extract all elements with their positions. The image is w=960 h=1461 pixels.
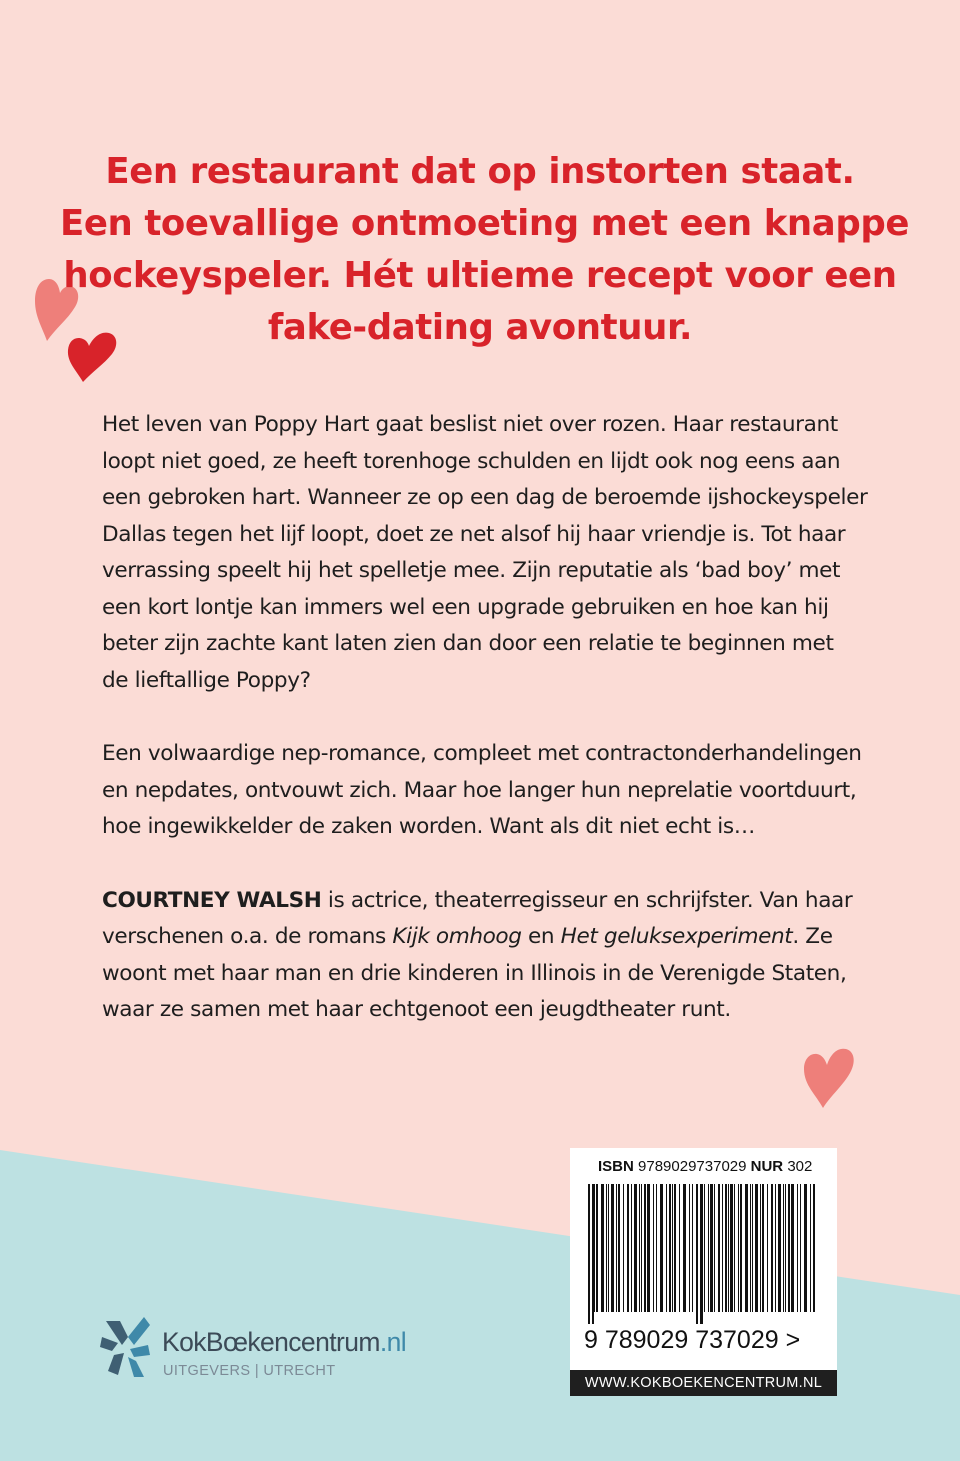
barcode-bar xyxy=(611,1184,614,1312)
tagline-line: Een toevallige ontmoeting met een knappe xyxy=(60,203,910,244)
barcode-bar xyxy=(672,1184,673,1312)
synopsis-paragraph xyxy=(102,736,862,846)
barcode-bar xyxy=(669,1184,671,1312)
barcode-bar xyxy=(653,1184,654,1312)
text-line: waar ze samen met haar echtgenoot een jeugdtheater runt. xyxy=(102,997,731,1022)
text-line: loopt niet goed, ze heeft torenhoge schulden en lijdt ook nog eens aan xyxy=(102,448,841,474)
barcode-bar xyxy=(708,1184,709,1312)
text-fragment: is actrice, theaterregisseur en schrijfster. Van haar xyxy=(321,887,853,913)
book-title: Het geluksexperiment xyxy=(560,924,793,949)
barcode-bar xyxy=(778,1184,781,1312)
barcode-bar xyxy=(783,1184,784,1312)
book-title: Kijk omhoog xyxy=(392,924,522,949)
barcode-bar xyxy=(722,1184,723,1312)
barcode-digits: 9 789029 737029 > xyxy=(584,1326,801,1354)
barcode-bar xyxy=(734,1184,735,1312)
blurb xyxy=(102,407,868,1066)
barcode-panel xyxy=(570,1148,837,1396)
barcode-bar xyxy=(762,1184,764,1312)
text-line: hoe ingewikkelder de zaken worden. Want als dit niet echt is… xyxy=(102,814,755,839)
barcode-bar xyxy=(588,1184,590,1324)
barcode-bar xyxy=(644,1184,646,1312)
barcode-bar xyxy=(639,1184,640,1312)
barcode-bar xyxy=(689,1184,690,1312)
text-line: verrassing speelt hij het spelletje mee. Zijn reputatie als ‘bad boy’ met xyxy=(102,558,841,583)
text-line xyxy=(102,919,862,956)
text-fragment: verschenen o.a. de romans xyxy=(102,924,393,949)
barcode-bar xyxy=(813,1184,815,1312)
text-line: Het leven van Poppy Hart gaat beslist niet over rozen. Haar restaurant xyxy=(102,412,838,437)
barcode-bar xyxy=(656,1184,657,1312)
barcode-bar xyxy=(725,1184,727,1312)
barcode-bar xyxy=(718,1184,720,1312)
synopsis-paragraph xyxy=(102,407,868,699)
publisher-subtitle: UITGEVERS | UTRECHT xyxy=(163,1363,336,1379)
barcode-bar xyxy=(592,1184,594,1324)
text-line: beter zijn zachte kant laten zien dan door een relatie te beginnen met xyxy=(102,631,834,656)
barcode-bar xyxy=(594,1184,595,1312)
barcode-bar xyxy=(634,1184,637,1312)
barcode-bar xyxy=(606,1184,607,1312)
publisher-mark-icon xyxy=(100,1315,152,1379)
barcode-bar xyxy=(745,1184,748,1312)
tagline-line: fake-dating avontuur. xyxy=(267,307,693,348)
barcode-bar xyxy=(710,1184,713,1312)
isbn-line xyxy=(598,1158,812,1175)
barcode-bar xyxy=(696,1184,698,1324)
tagline-line: Een restaurant dat op instorten staat. xyxy=(105,151,855,192)
barcode-bar xyxy=(775,1184,776,1312)
publisher-name-text: KokBœkencentrum xyxy=(162,1327,380,1357)
barcode-bar xyxy=(641,1184,642,1312)
nur-number: 302 xyxy=(787,1158,813,1175)
barcode-bar xyxy=(728,1184,729,1312)
barcode-bar xyxy=(785,1184,786,1312)
author-name: COURTNEY WALSH xyxy=(102,887,322,913)
tagline-line: hockeyspeler. Hét ultieme recept voor een xyxy=(63,255,897,296)
isbn-label: ISBN xyxy=(598,1158,634,1175)
barcode-bar xyxy=(704,1184,705,1312)
barcode-bar xyxy=(791,1184,794,1312)
barcode-bar xyxy=(760,1184,761,1312)
barcode-bar xyxy=(596,1184,598,1312)
barcode-bar xyxy=(767,1184,768,1312)
barcode-bar xyxy=(738,1184,739,1312)
text-fragment: en xyxy=(521,924,561,949)
barcode-bar xyxy=(797,1184,798,1312)
text-line: een gebroken hart. Wanneer ze op een dag de beroemde ijshockeyspeler xyxy=(102,485,868,510)
barcode-bar xyxy=(674,1184,676,1312)
author-bio xyxy=(102,883,862,1029)
text-line xyxy=(102,883,862,920)
barcode-bar xyxy=(700,1184,703,1324)
barcode-bar xyxy=(810,1184,811,1312)
barcode-bar xyxy=(660,1184,663,1312)
barcode-bar xyxy=(616,1184,617,1312)
barcode-bar xyxy=(623,1184,624,1312)
text-line: de lieftallige Poppy? xyxy=(102,667,311,693)
barcode-bar xyxy=(683,1184,686,1312)
barcode-bar xyxy=(601,1184,604,1312)
barcode-bar xyxy=(631,1184,632,1312)
nur-label: NUR xyxy=(750,1158,784,1175)
barcode-bar xyxy=(627,1184,629,1312)
barcode-bar xyxy=(618,1184,620,1312)
barcode-bar xyxy=(800,1184,801,1312)
barcode-bar xyxy=(750,1184,751,1312)
barcode-bar xyxy=(692,1184,693,1312)
text-fragment: . Ze xyxy=(792,924,833,949)
website-url: WWW.KOKBOEKENCENTRUM.NL xyxy=(570,1370,837,1396)
text-line: Een volwaardige nep-romance, compleet met contractonderhandelingen xyxy=(102,741,862,766)
text-line: Dallas tegen het lijf loopt, doet ze net alsof hij haar vriendje is. Tot haar xyxy=(102,521,846,547)
barcode-bar xyxy=(804,1184,807,1312)
text-line: en nepdates, ontvouwt zich. Maar hoe langer hun neprelatie voortduurt, xyxy=(102,777,857,803)
tagline xyxy=(60,146,910,354)
barcode-bar xyxy=(755,1184,758,1312)
text-line: een kort lontje kan immers wel een upgrade gebruiken en hoe kan hij xyxy=(102,594,829,620)
barcode-bar xyxy=(771,1184,773,1312)
publisher-tld: .nl xyxy=(379,1327,407,1357)
isbn-number: 9789029737029 xyxy=(638,1158,747,1175)
barcode-bar xyxy=(647,1184,650,1312)
publisher-logo xyxy=(100,1315,500,1395)
text-line: woont met haar man en drie kinderen in Illinois in de Verenigde Staten, xyxy=(102,960,847,986)
barcode-bar xyxy=(730,1184,733,1312)
barcode-bar xyxy=(714,1184,715,1312)
barcode-bar xyxy=(666,1184,667,1312)
barcode-bar xyxy=(752,1184,753,1312)
barcode-bar xyxy=(788,1184,790,1312)
barcode-bar xyxy=(679,1184,680,1312)
barcode xyxy=(582,1184,826,1324)
publisher-name xyxy=(162,1327,406,1358)
barcode-bar xyxy=(608,1184,609,1312)
barcode-bar xyxy=(740,1184,742,1312)
